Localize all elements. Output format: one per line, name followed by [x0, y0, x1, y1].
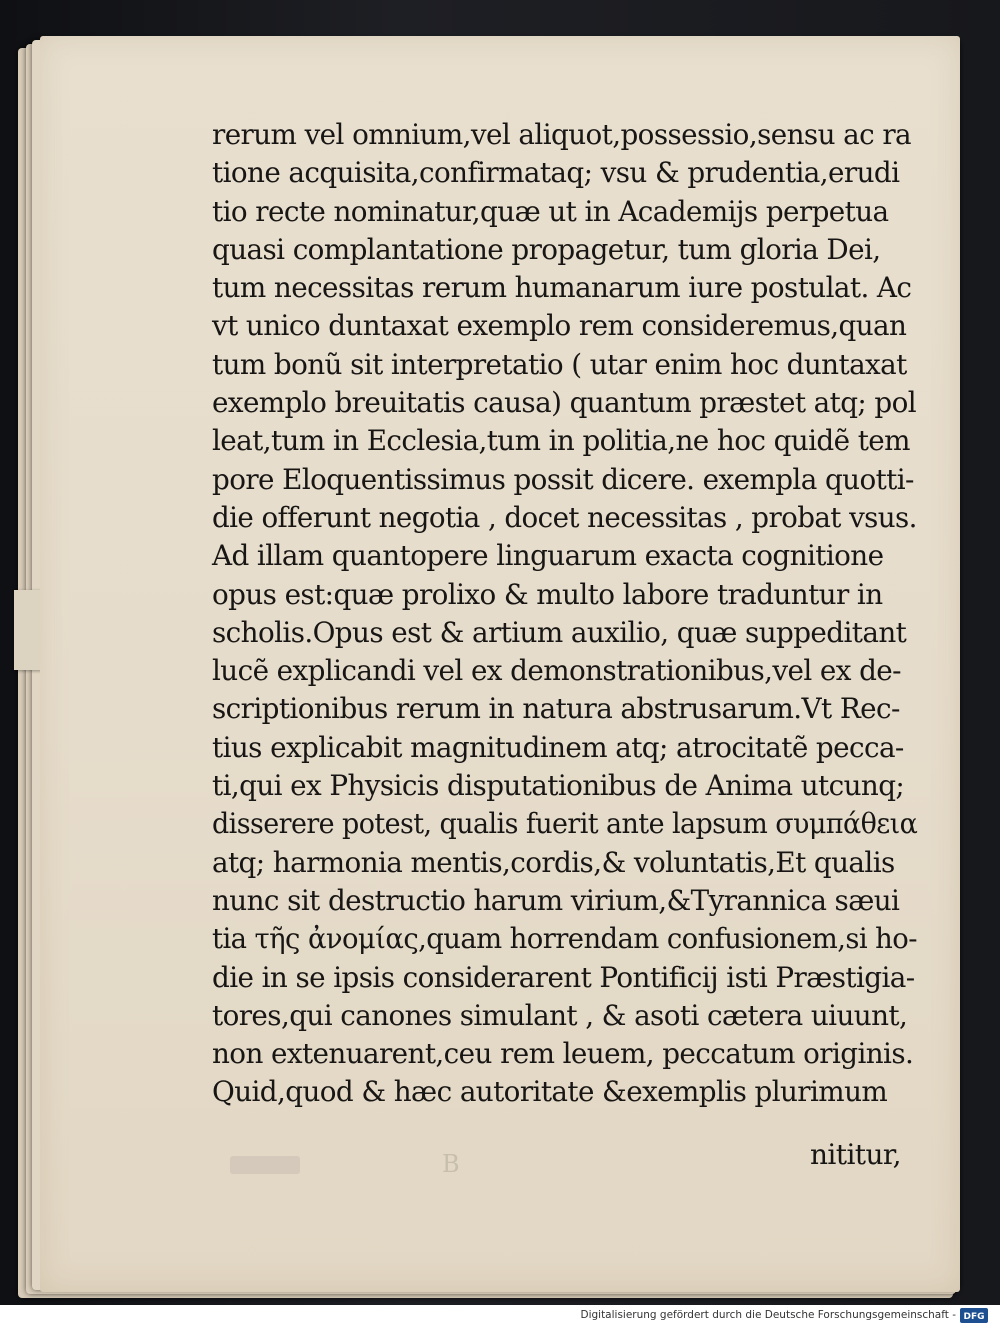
text-line: opus est:quæ prolixo & multo labore traduntur in [212, 577, 883, 611]
text-line: scriptionibus rerum in natura abstrusarum.Vt Rec- [212, 692, 900, 726]
text-line: exemplo breuitatis causa) quantum præstet atq; pol [212, 386, 917, 420]
text-line: rerum vel omnium,vel aliquot,possessio,sensu ac ra [212, 118, 912, 151]
text-line: tum necessitas rerum humanarum iure postulat. Ac [212, 271, 912, 305]
text-line: tia τῆς ἀνομίας,quam horrendam confusionem,si ho- [212, 922, 917, 956]
text-line: Ad illam quantopere linguarum exacta cognitione [212, 539, 884, 573]
text-line: non extenuarent,ceu rem leuem, peccatum originis. [212, 1037, 914, 1071]
signature-mark: B [442, 1150, 460, 1178]
text-line: pore Eloquentissimus possit dicere. exempla quotti- [212, 462, 914, 496]
text-line: tio recte nominatur,quæ ut in Academijs perpetua [212, 194, 889, 228]
text-line: die offerunt negotia , docet necessitas , probat vsus. [212, 500, 917, 534]
text-line: scholis.Opus est & artium auxilio, quæ suppeditant [212, 615, 907, 649]
text-line: tione acquisita,confirmataq; vsu & prudentia,erudi [212, 156, 900, 190]
dfg-logo-text: DFG [963, 1312, 985, 1323]
digitization-footer [0, 1305, 1000, 1327]
text-line: tius explicabit magnitudinem atq; atrocitatẽ pecca- [212, 730, 904, 764]
text-line: disserere potest, qualis fuerit ante lapsum συμπάθεια [212, 807, 918, 841]
page-text [212, 116, 922, 1112]
text-line: die in se ipsis considerarent Pontificij isti Præstigia- [212, 960, 915, 994]
text-line: Quid,quod & hæc autoritate &exemplis plurimum [212, 1075, 888, 1109]
text-line: leat,tum in Ecclesia,tum in politia,ne hoc quidẽ tem [212, 424, 910, 458]
library-stamp-ghost [230, 1156, 300, 1174]
catchword: nititur, [810, 1138, 901, 1171]
text-line: quasi complantatione propagetur, tum gloria Dei, [212, 232, 881, 266]
funding-credit: Digitalisierung gefördert durch die Deutsche Forschungsgemeinschaft - [580, 1309, 956, 1321]
dfg-logo-icon [960, 1308, 988, 1323]
text-line: atq; harmonia mentis,cordis,& voluntatis,Et qualis [212, 845, 895, 879]
text-line: tores,qui canones simulant , & asoti cætera uiuunt, [212, 998, 908, 1032]
text-line: vt unico duntaxat exemplo rem consideremus,quan [212, 309, 907, 343]
text-line: lucẽ explicandi vel ex demonstrationibus,vel ex de- [212, 654, 901, 688]
text-line: ti,qui ex Physicis disputationibus de Anima utcunq; [212, 769, 905, 803]
text-line: tum bonũ sit interpretatio ( utar enim hoc duntaxat [212, 347, 907, 381]
text-line: nunc sit destructio harum virium,&Tyrannica sæui [212, 883, 900, 917]
